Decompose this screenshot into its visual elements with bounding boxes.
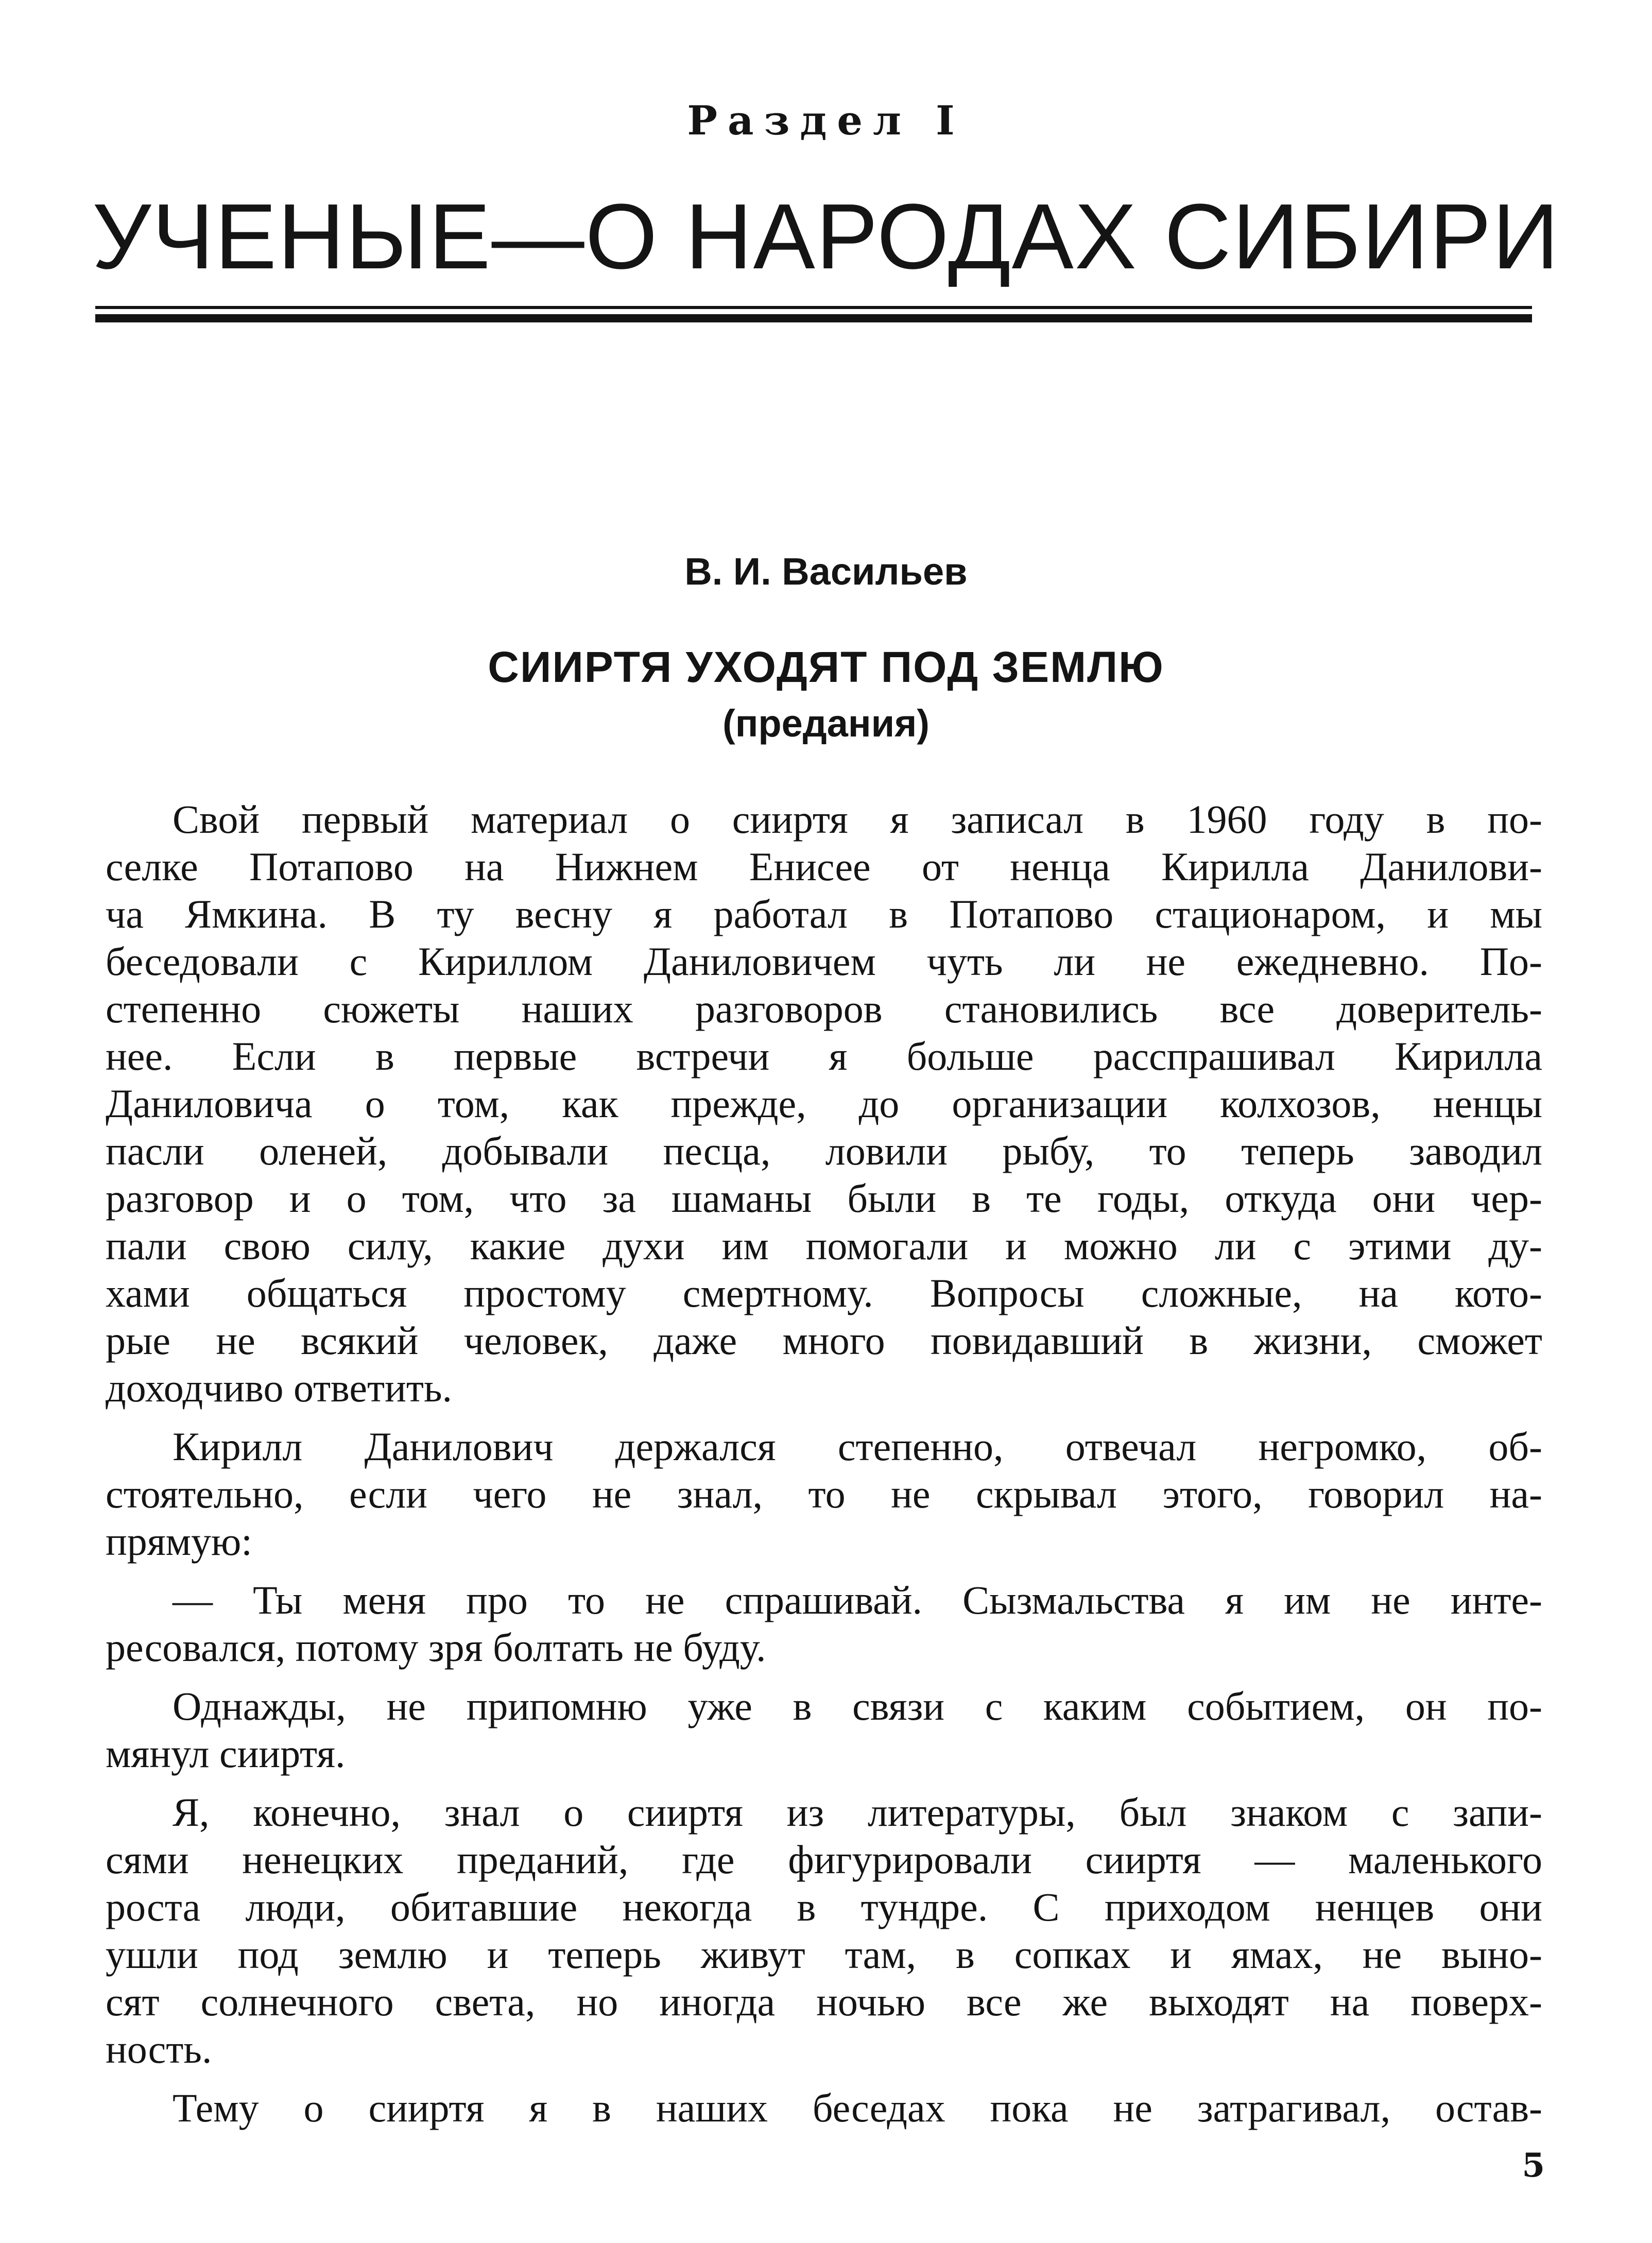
text-line: ность.	[106, 2027, 212, 2071]
paragraph	[106, 1789, 1542, 2073]
text-line: сями ненецких преданий, где фигурировали сииртя — маленького	[106, 1837, 1542, 1882]
text-line: степенно сюжеты наших разговоров становились все доверитель-	[106, 986, 1542, 1031]
paragraph	[106, 2084, 1542, 2132]
title-rule-thin	[95, 306, 1532, 309]
text-line: сят солнечного света, но иногда ночью все же выходят на поверх-	[106, 1979, 1542, 2024]
paragraph	[106, 1683, 1542, 1777]
text-line: мянул сииртя.	[106, 1731, 346, 1776]
text-line: разговор и о том, что за шаманы были в те годы, откуда они чер-	[106, 1176, 1542, 1221]
article-title: СИИРТЯ УХОДЯТ ПОД ЗЕМЛЮ	[488, 643, 1164, 691]
text-line: ресовался, потому зря болтать не буду.	[106, 1625, 766, 1670]
text-line: Тему о сииртя я в наших беседах пока не затрагивал, остав-	[173, 2085, 1542, 2130]
text-line: прямую:	[106, 1519, 252, 1564]
paragraph	[106, 796, 1542, 1412]
text-line: хами общаться простому смертному. Вопросы сложные, на кото-	[106, 1271, 1542, 1315]
paragraph	[106, 1577, 1542, 1671]
article-body	[106, 796, 1542, 2143]
text-line: Кирилл Данилович держался степенно, отвечал негромко, об-	[173, 1424, 1542, 1469]
text-line: селке Потапово на Нижнем Енисее от ненца Кирилла Данилови-	[106, 844, 1542, 889]
text-line: Свой первый материал о сииртя я записал в 1960 году в по-	[173, 797, 1542, 842]
title-rule-thick	[95, 314, 1532, 322]
text-line: Я, конечно, знал о сииртя из литературы, был знаком с запи-	[173, 1790, 1542, 1835]
section-label: Раздел I	[687, 97, 965, 144]
text-line: ушли под землю и теперь живут там, в сопках и ямах, не выно-	[106, 1932, 1542, 1977]
text-line: доходчиво ответить.	[106, 1365, 453, 1410]
article-subtitle: (предания)	[722, 702, 930, 745]
paragraph	[106, 1423, 1542, 1565]
text-line: рые не всякий человек, даже много повидавший в жизни, сможет	[106, 1318, 1542, 1363]
text-line: ча Ямкина. В ту весну я работал в Потапово стационаром, и мы	[106, 892, 1542, 936]
section-title: УЧЕНЫЕ—О НАРОДАХ СИБИРИ	[92, 185, 1560, 288]
text-line: беседовали с Кириллом Даниловичем чуть ли не ежедневно. По-	[106, 939, 1542, 984]
page-number: 5	[1522, 2146, 1545, 2185]
text-line: Однажды, не припомню уже в связи с каким событием, он по-	[173, 1684, 1542, 1728]
article-author: В. И. Васильев	[684, 550, 968, 593]
text-line: Даниловича о том, как прежде, до организации колхозов, ненцы	[106, 1081, 1542, 1126]
text-line: стоятельно, если чего не знал, то не скрывал этого, говорил на-	[106, 1471, 1542, 1516]
text-line: роста люди, обитавшие некогда в тундре. С приходом ненцев они	[106, 1885, 1542, 1929]
text-line: нее. Если в первые встречи я больше расспрашивал Кирилла	[106, 1034, 1542, 1078]
text-line: пасли оленей, добывали песца, ловили рыбу, то теперь заводил	[106, 1128, 1542, 1173]
text-line: — Ты меня про то не спрашивай. Сызмальства я им не инте-	[173, 1578, 1542, 1622]
text-line: пали свою силу, какие духи им помогали и можно ли с этими ду-	[106, 1223, 1542, 1268]
